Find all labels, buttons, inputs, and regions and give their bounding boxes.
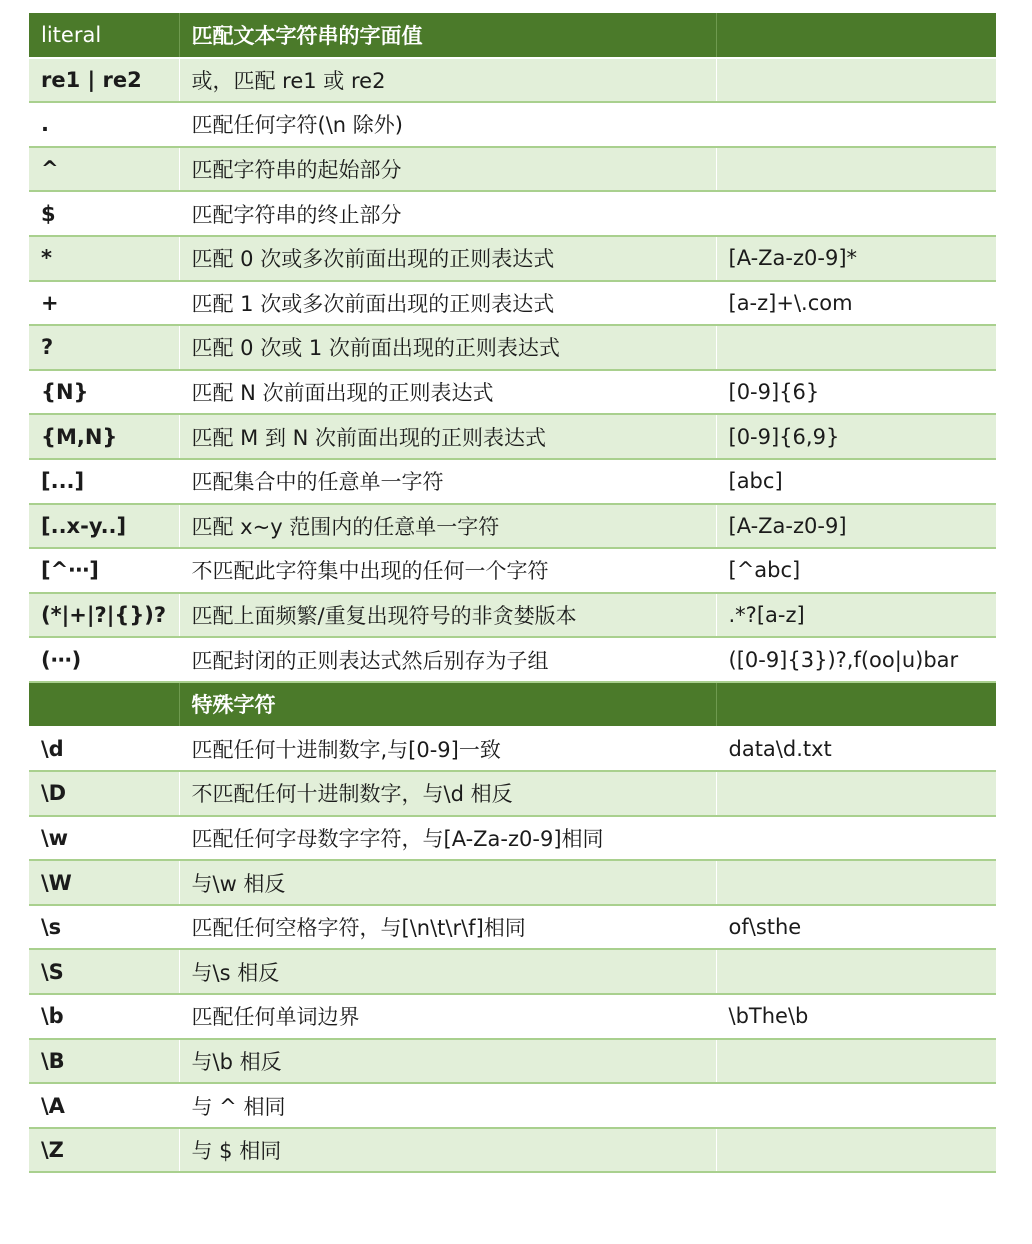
table-row xyxy=(29,459,996,504)
example-cell xyxy=(716,1083,996,1128)
example-cell xyxy=(716,860,996,905)
header-cell-description: 匹配文本字符串的字面值 xyxy=(179,13,716,58)
description-cell: 与\w 相反 xyxy=(179,860,716,905)
table-row xyxy=(29,860,996,905)
pattern-cell: ^ xyxy=(29,147,179,192)
pattern-cell: [...] xyxy=(29,459,179,504)
example-cell: [0-9]{6,9} xyxy=(716,414,996,459)
pattern-cell: re1 | re2 xyxy=(29,58,179,103)
pattern-cell: (⋯) xyxy=(29,637,179,682)
description-cell: 匹配 0 次或 1 次前面出现的正则表达式 xyxy=(179,325,716,370)
example-cell: [^abc] xyxy=(716,548,996,593)
description-cell: 匹配 0 次或多次前面出现的正则表达式 xyxy=(179,236,716,281)
pattern-cell: \S xyxy=(29,949,179,994)
pattern-cell: \Z xyxy=(29,1128,179,1173)
pattern-cell: {N} xyxy=(29,370,179,415)
pattern-cell: \w xyxy=(29,816,179,861)
example-cell: \bThe\b xyxy=(716,994,996,1039)
pattern-cell: \A xyxy=(29,1083,179,1128)
section-header-title: 特殊字符 xyxy=(179,682,716,727)
pattern-cell: (*|+|?|{})? xyxy=(29,593,179,638)
example-cell: [0-9]{6} xyxy=(716,370,996,415)
section-header-row xyxy=(29,682,996,727)
pattern-cell: \D xyxy=(29,771,179,816)
example-cell: [A-Za-z0-9] xyxy=(716,504,996,549)
table-row xyxy=(29,593,996,638)
description-cell: 与 ^ 相同 xyxy=(179,1083,716,1128)
example-cell: .*?[a-z] xyxy=(716,593,996,638)
description-cell: 与 $ 相同 xyxy=(179,1128,716,1173)
table-row xyxy=(29,58,996,103)
example-cell xyxy=(716,191,996,236)
section-header-cell-pattern xyxy=(29,682,179,727)
example-cell: [a-z]+\.com xyxy=(716,281,996,326)
description-cell: 匹配字符串的终止部分 xyxy=(179,191,716,236)
table-header-row xyxy=(29,13,996,58)
description-cell: 匹配任何字符(\n 除外) xyxy=(179,102,716,147)
example-cell xyxy=(716,102,996,147)
pattern-cell: \d xyxy=(29,727,179,772)
example-cell xyxy=(716,816,996,861)
description-cell: 匹配 1 次或多次前面出现的正则表达式 xyxy=(179,281,716,326)
table-row xyxy=(29,325,996,370)
table-row xyxy=(29,281,996,326)
table-row xyxy=(29,504,996,549)
table-row xyxy=(29,949,996,994)
pattern-cell: {M,N} xyxy=(29,414,179,459)
example-cell: of\sthe xyxy=(716,905,996,950)
example-cell xyxy=(716,1128,996,1173)
pattern-cell: * xyxy=(29,236,179,281)
description-cell: 不匹配任何十进制数字，与\d 相反 xyxy=(179,771,716,816)
table-row xyxy=(29,1039,996,1084)
table-row xyxy=(29,816,996,861)
description-cell: 匹配字符串的起始部分 xyxy=(179,147,716,192)
example-cell: ([0-9]{3})?,f(oo|u)bar xyxy=(716,637,996,682)
regex-reference-page xyxy=(29,13,996,1173)
description-cell: 匹配任何单词边界 xyxy=(179,994,716,1039)
example-cell: data\d.txt xyxy=(716,727,996,772)
example-cell xyxy=(716,771,996,816)
pattern-cell: \W xyxy=(29,860,179,905)
table-row xyxy=(29,1083,996,1128)
example-cell xyxy=(716,325,996,370)
table-row xyxy=(29,414,996,459)
header-cell-pattern: literal xyxy=(29,13,179,58)
example-cell: [abc] xyxy=(716,459,996,504)
table-row xyxy=(29,147,996,192)
table-row xyxy=(29,994,996,1039)
table-row xyxy=(29,236,996,281)
pattern-cell: [..x-y..] xyxy=(29,504,179,549)
description-cell: 不匹配此字符集中出现的任何一个字符 xyxy=(179,548,716,593)
header-cell-example xyxy=(716,13,996,58)
pattern-cell: . xyxy=(29,102,179,147)
section-header-cell-example xyxy=(716,682,996,727)
pattern-cell: \B xyxy=(29,1039,179,1084)
description-cell: 匹配任何空格字符，与[\n\t\r\f]相同 xyxy=(179,905,716,950)
description-cell: 匹配封闭的正则表达式然后别存为子组 xyxy=(179,637,716,682)
description-cell: 与\b 相反 xyxy=(179,1039,716,1084)
description-cell: 或，匹配 re1 或 re2 xyxy=(179,58,716,103)
example-cell xyxy=(716,1039,996,1084)
description-cell: 匹配 x~y 范围内的任意单一字符 xyxy=(179,504,716,549)
table-row xyxy=(29,370,996,415)
description-cell: 匹配集合中的任意单一字符 xyxy=(179,459,716,504)
table-row xyxy=(29,771,996,816)
table-row xyxy=(29,637,996,682)
description-cell: 匹配上面频繁/重复出现符号的非贪婪版本 xyxy=(179,593,716,638)
pattern-cell: $ xyxy=(29,191,179,236)
table-row xyxy=(29,727,996,772)
table-row xyxy=(29,1128,996,1173)
description-cell: 匹配任何十进制数字,与[0-9]一致 xyxy=(179,727,716,772)
pattern-cell: ? xyxy=(29,325,179,370)
table-row xyxy=(29,191,996,236)
regex-table xyxy=(29,13,996,1173)
description-cell: 与\s 相反 xyxy=(179,949,716,994)
example-cell xyxy=(716,949,996,994)
table-row xyxy=(29,548,996,593)
table-row xyxy=(29,905,996,950)
table-row xyxy=(29,102,996,147)
pattern-cell: [^⋯] xyxy=(29,548,179,593)
example-cell: [A-Za-z0-9]* xyxy=(716,236,996,281)
pattern-cell: \s xyxy=(29,905,179,950)
description-cell: 匹配任何字母数字字符，与[A-Za-z0-9]相同 xyxy=(179,816,716,861)
pattern-cell: + xyxy=(29,281,179,326)
description-cell: 匹配 M 到 N 次前面出现的正则表达式 xyxy=(179,414,716,459)
pattern-cell: \b xyxy=(29,994,179,1039)
example-cell xyxy=(716,58,996,103)
description-cell: 匹配 N 次前面出现的正则表达式 xyxy=(179,370,716,415)
example-cell xyxy=(716,147,996,192)
